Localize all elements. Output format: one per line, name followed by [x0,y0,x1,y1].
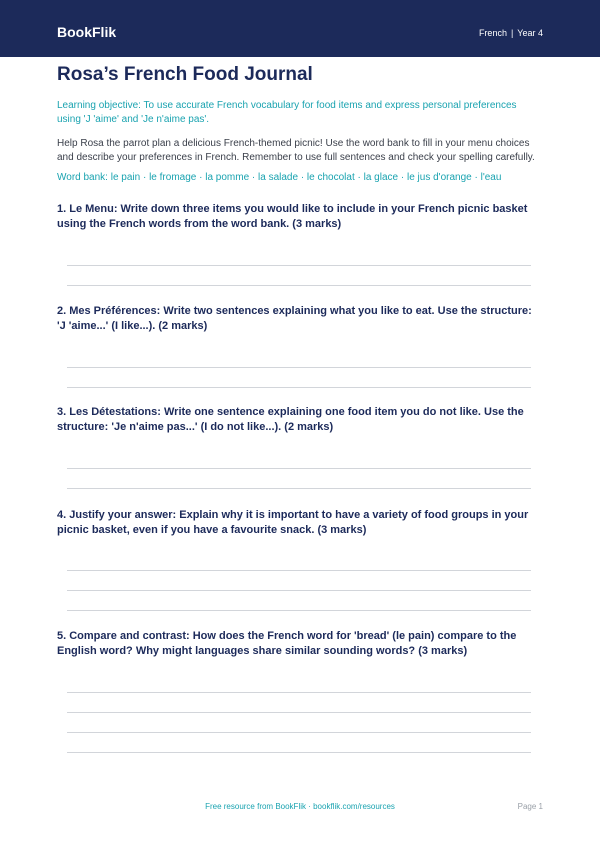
word-bank: Word bank: le pain · le fromage · la pomme · la salade · le chocolat · la glace · le jus d'orange · l'eau [57,172,502,183]
intro-text: Help Rosa the parrot plan a delicious French-themed picnic! Use the word bank to fill in your menu choices and describe your preferences in French. Remember to use full sentences and check your spelling carefully. [57,138,535,163]
learning-objective: Learning objective: To use accurate French vocabulary for food items and express personal preferences using 'J 'aime' and 'Je n'aime pas'. [57,100,517,125]
question-4: 4. Justify your answer: Explain why it is important to have a variety of food groups in your picnic basket, even if you have a favourite snack. (3 marks) [57,509,529,536]
answer-line[interactable] [67,468,531,469]
question-3: 3. Les Détestations: Write one sentence explaining one food item you do not like. Use the structure: 'Je n'aime pas...' (I do not like...). (2 marks) [57,406,524,433]
question-2: 2. Mes Préférences: Write two sentences explaining what you like to eat. Use the structure: 'J 'aime...' (I like...). (2 marks) [57,305,532,332]
answer-line[interactable] [67,488,531,489]
page-number: Page 1 [517,802,543,811]
question-5: 5. Compare and contrast: How does the French word for 'bread' (le pain) compare to the English word? Why might languages share similar sounding words? (3 marks) [57,630,517,657]
answer-line[interactable] [67,712,531,713]
answer-line[interactable] [67,590,531,591]
answer-line[interactable] [67,285,531,286]
answer-line[interactable] [67,387,531,388]
header-bar [0,0,600,57]
answer-line[interactable] [67,692,531,693]
footer-credit: Free resource from BookFlik · bookflik.com/resources [205,802,395,811]
answer-line[interactable] [67,570,531,571]
meta-separator: | [510,28,514,38]
answer-line[interactable] [67,367,531,368]
answer-line[interactable] [67,732,531,733]
page-title: Rosa’s French Food Journal [57,64,313,85]
answer-line[interactable] [67,265,531,266]
answer-line[interactable] [67,752,531,753]
question-1: 1. Le Menu: Write down three items you would like to include in your French picnic basket using the French words from the word bank. (3 marks) [57,203,528,230]
year-label: Year 4 [517,28,543,38]
brand-logo: BookFlik [57,24,117,40]
subject-label: French [478,28,507,38]
subject-year [479,28,543,38]
answer-line[interactable] [67,610,531,611]
